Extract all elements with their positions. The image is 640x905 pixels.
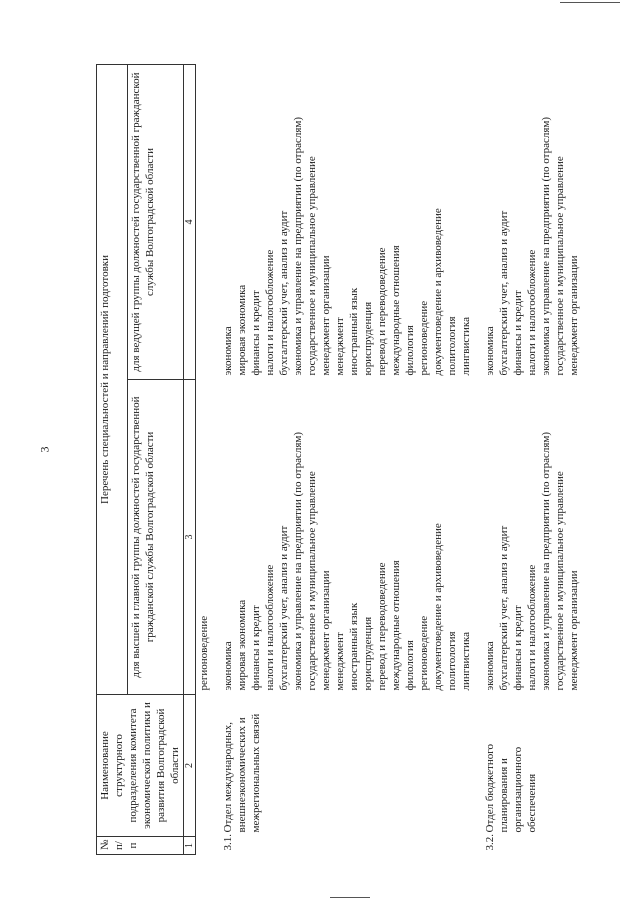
list-item: финансы и кредит [250, 290, 262, 376]
list-item: экономика [484, 326, 496, 376]
list-item: налоги и налогообложение [526, 249, 538, 376]
list-item: бухгалтерский учет, анализ и аудит [498, 525, 510, 691]
list-item: налоги и налогообложение [526, 564, 538, 691]
list-item: документоведение и архивоведение [432, 208, 444, 376]
list-item: лингвистика [460, 632, 472, 691]
list-item: менеджмент [334, 317, 346, 376]
carryover-row [196, 65, 213, 855]
subdivision-name: Отдел международных, внешнеэкономических и межрегиональных связей [222, 713, 262, 833]
list-item: регионоведение [198, 615, 210, 691]
list-item: мировая экономика [236, 284, 248, 376]
list-item: юриспруденция [362, 301, 374, 376]
list-item: государственное и муниципальное управление [306, 471, 318, 691]
row-number: 3.1. [222, 834, 234, 851]
list-item: государственное и муниципальное управление [554, 156, 566, 376]
list-item: менеджмент организации [320, 570, 332, 691]
column-number: 2 [184, 695, 196, 837]
list-item: экономика и управление на предприятии (по отраслям) [292, 116, 304, 376]
senior-specialties [220, 380, 474, 695]
list-item: регионоведение [418, 300, 430, 376]
lead-specialties [482, 65, 582, 380]
scan-mark [330, 897, 370, 898]
list-item: филология [404, 640, 416, 691]
list-item: бухгалтерский учет, анализ и аудит [278, 210, 290, 376]
list-item: бухгалтерский учет, анализ и аудит [278, 525, 290, 691]
list-item: экономика [222, 641, 234, 691]
subdivision-name: Отдел бюджетного планирования и организационного обеспечения [484, 744, 538, 833]
specialties-table [96, 64, 582, 855]
list-item: международные отношения [390, 560, 402, 691]
list-item: филология [404, 325, 416, 376]
list-item: международные отношения [390, 245, 402, 376]
column-number: 3 [184, 380, 196, 695]
list-item: менеджмент организации [568, 570, 580, 691]
header-senior-group: для высшей и главной группы должностей государственной гражданской службы Волгоградской области [127, 380, 183, 695]
header-lead-group: для ведущей группы должностей государственной гражданской службы Волгоградской области [127, 65, 183, 380]
list-item: государственное и муниципальное управление [306, 156, 318, 376]
list-item: налоги и налогообложение [264, 564, 276, 691]
header-row [97, 65, 128, 855]
list-item: менеджмент организации [568, 255, 580, 376]
page-number: 3 [37, 446, 52, 453]
list-item: менеджмент организации [320, 255, 332, 376]
header-specialties: Перечень специальностей и направлений подготовки [97, 65, 128, 695]
header-num: № п/п [97, 837, 184, 855]
document-sheet [96, 65, 580, 855]
header-subdivision: Наименование структурного подразделения комитета экономической политики и развития Волгоградской области [97, 695, 184, 837]
list-item: экономика [484, 641, 496, 691]
column-number: 1 [184, 837, 196, 855]
list-item: экономика и управление на предприятии (по отраслям) [540, 116, 552, 376]
list-item: финансы и кредит [512, 290, 524, 376]
list-item: менеджмент [334, 632, 346, 691]
list-item: иностранный язык [348, 287, 360, 376]
list-item: финансы и кредит [512, 605, 524, 691]
list-item: документоведение и архивоведение [432, 523, 444, 691]
list-item: государственное и муниципальное управление [554, 471, 566, 691]
list-item: политология [446, 316, 458, 376]
senior-specialties [482, 380, 582, 695]
list-item: регионоведение [418, 615, 430, 691]
lead-specialties [220, 65, 474, 380]
list-item: налоги и налогообложение [264, 249, 276, 376]
list-item: экономика и управление на предприятии (по отраслям) [292, 431, 304, 691]
table-row [220, 65, 474, 855]
row-number: 3.2. [484, 834, 496, 851]
list-item: мировая экономика [236, 599, 248, 691]
list-item: финансы и кредит [250, 605, 262, 691]
list-item: юриспруденция [362, 616, 374, 691]
list-item: политология [446, 631, 458, 691]
list-item: лингвистика [460, 317, 472, 376]
column-number: 4 [184, 65, 196, 380]
column-numbers-row [184, 65, 196, 855]
list-item: бухгалтерский учет, анализ и аудит [498, 210, 510, 376]
list-item: иностранный язык [348, 602, 360, 691]
list-item: перевод и переводоведение [376, 247, 388, 376]
table-row [482, 65, 582, 855]
scan-mark [560, 2, 620, 3]
list-item: экономика [222, 326, 234, 376]
list-item: перевод и переводоведение [376, 562, 388, 691]
list-item: экономика и управление на предприятии (по отраслям) [540, 431, 552, 691]
